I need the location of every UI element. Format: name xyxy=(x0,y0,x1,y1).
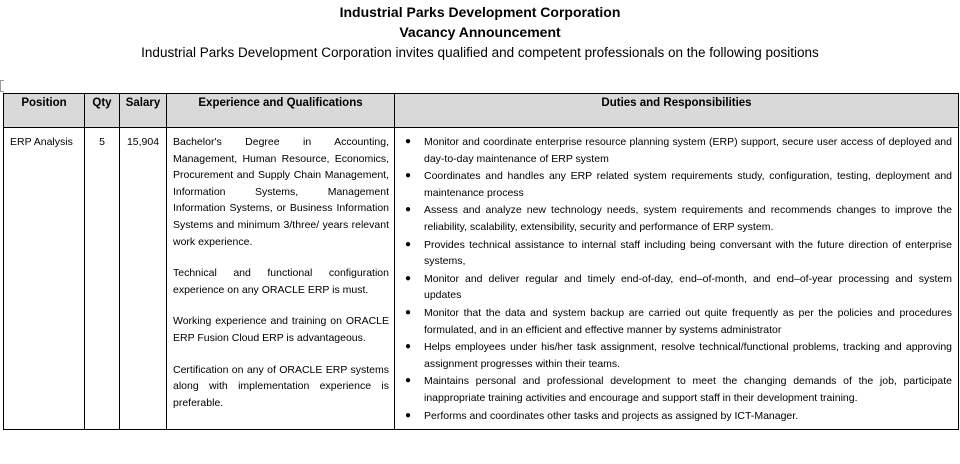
table-anchor-marker xyxy=(0,80,4,92)
experience-paragraph: Working experience and training on ORACLE ERP Fusion Cloud ERP is advantageous. xyxy=(173,315,389,344)
intro-text: Industrial Parks Development Corporation invites qualified and competent professionals on the following positions xyxy=(141,45,819,60)
duties-list xyxy=(401,134,952,424)
experience-paragraph: Bachelor's Degree in Accounting, Management, Human Resource, Economics, Procurement and Supply Chain Management, Information Systems, Management Information Systems, or Business Information Systems and minimum 3/three/ years relevant work experience. xyxy=(173,136,389,248)
cell-qty: 5 xyxy=(85,128,120,430)
list-item: ● Provides technical assistance to internal staff including being conversant with the future direction of enterprise systems, xyxy=(405,238,952,268)
cell-experience xyxy=(167,128,395,430)
header-salary: Salary xyxy=(120,94,167,128)
bullet-icon: ● xyxy=(405,306,412,318)
header-qty: Qty xyxy=(85,94,120,128)
list-item: ● Maintains personal and professional development to meet the changing demands of the job, participate inappropriate training activities and encourage and support staff in their development training. xyxy=(405,375,952,404)
list-item: ● Monitor that the data and system backup are carried out quite frequently as per the policies and procedures formulated, and in an efficient and effective manner by systems administrator xyxy=(405,306,952,336)
header-duties: Duties and Responsibilities xyxy=(395,94,959,128)
bullet-icon: ● xyxy=(405,409,412,421)
vacancy-table xyxy=(3,93,959,430)
list-item: ● Monitor and deliver regular and timely end-of-day, end–of-month, and end–of-year processing and system updates xyxy=(405,272,952,302)
bullet-icon: ● xyxy=(405,272,412,284)
list-item: ● Assess and analyze new technology needs, system requirements and recommends changes to improve the reliability, scalability, extensibility, security and performance of ERP system. xyxy=(405,204,952,233)
document-title: Industrial Parks Development Corporation xyxy=(339,4,621,20)
list-item: ● Monitor and coordinate enterprise resource planning system (ERP) support, secure user access of deployed and day-to-day maintenance of ERP system xyxy=(405,136,952,165)
cell-position: ERP Analysis xyxy=(4,128,85,430)
header-experience: Experience and Qualifications xyxy=(167,94,395,128)
list-item: ● Helps employees under his/her task assignment, resolve technical/functional problems, tracking and approving assignment progresses within their teams. xyxy=(405,341,952,370)
bullet-icon: ● xyxy=(405,170,412,182)
bullet-icon: ● xyxy=(405,341,412,353)
cell-duties xyxy=(395,128,959,430)
header-position: Position xyxy=(4,94,85,128)
list-item: ● Performs and coordinates other tasks and projects as assigned by ICT-Manager. xyxy=(401,408,952,425)
list-item: ● Coordinates and handles any ERP related system requirements study, configuration, testing, deployment and maintenance process xyxy=(405,170,952,199)
bullet-icon: ● xyxy=(405,204,412,216)
table-row xyxy=(4,128,959,430)
document-subtitle: Vacancy Announcement xyxy=(399,24,561,40)
experience-paragraph: Certification on any of ORACLE ERP systems along with implementation experience is preferable. xyxy=(173,363,389,409)
bullet-icon: ● xyxy=(405,136,412,147)
cell-salary: 15,904 xyxy=(120,128,167,430)
experience-paragraph: Technical and functional configuration experience on any ORACLE ERP is must. xyxy=(173,267,389,296)
bullet-icon: ● xyxy=(405,375,412,387)
bullet-icon: ● xyxy=(405,238,412,250)
table-header-row xyxy=(4,94,959,128)
document-header xyxy=(0,0,960,63)
